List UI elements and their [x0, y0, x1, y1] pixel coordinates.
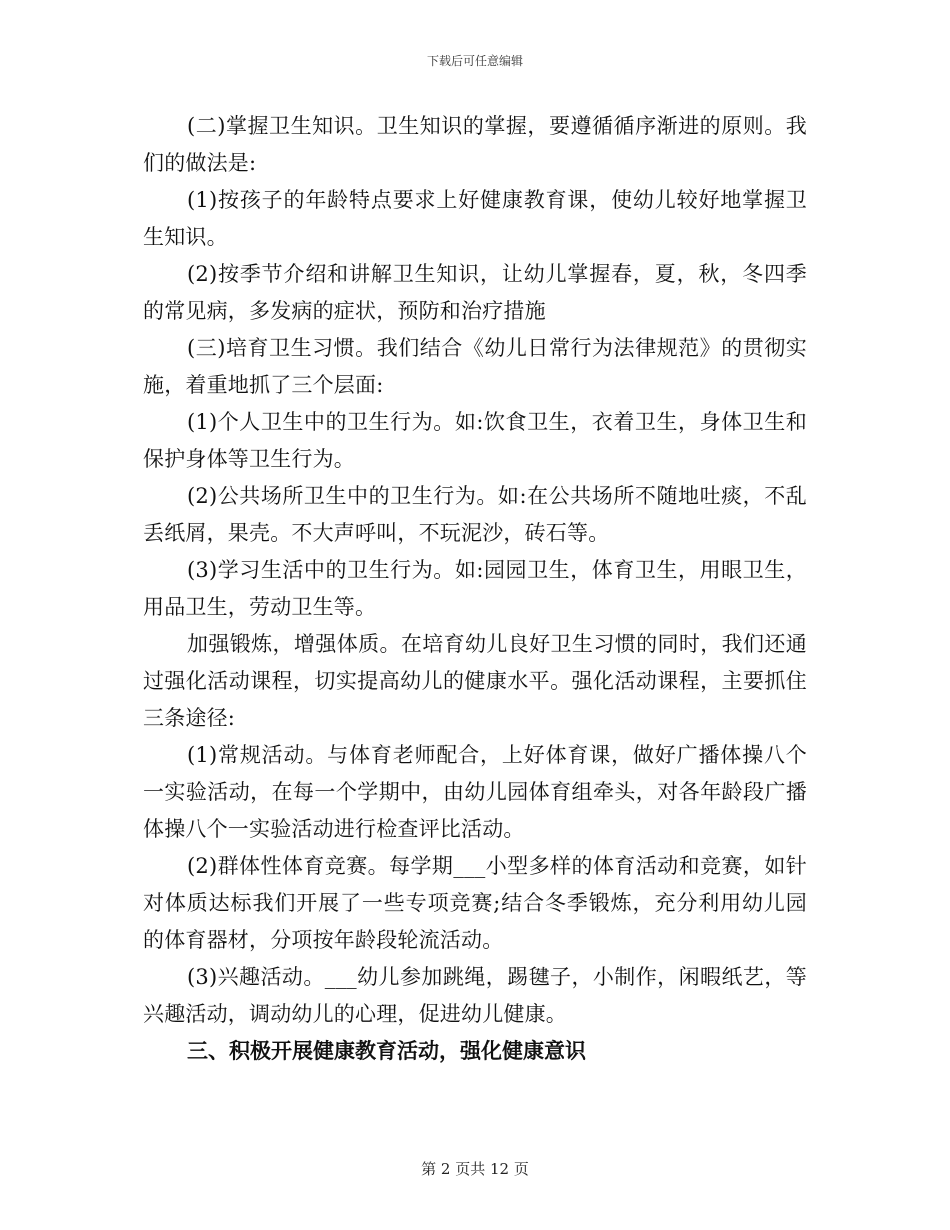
paragraph-routine-activities: (1)常规活动。与体育老师配合，上好体育课，做好广播体操八个一实验活动，在每一个学期中，由幼儿园体育组牵头，对各年龄段广播体操八个一实验活动进行检查评比活动。: [143, 743, 807, 841]
paragraph-personal-hygiene: (1)个人卫生中的卫生行为。如:饮食卫生，衣着卫生，身体卫生和保护身体等卫生行为。: [143, 410, 807, 471]
document-body: [143, 108, 807, 1070]
page-number: 第 2 页共 12 页: [421, 1160, 529, 1178]
paragraph-interest-activities: (3)兴趣活动。___幼儿参加跳绳，踢毽子，小制作，闲暇纸艺，等兴趣活动，调动幼儿的心理，促进幼儿健康。: [143, 965, 807, 1026]
page-header-note: 下载后可任意编辑: [426, 54, 523, 68]
paragraph-exercise: 加强锻炼，增强体质。在培育幼儿良好卫生习惯的同时，我们还通过强化活动课程，切实提高幼儿的健康水平。强化活动课程，主要抓住三条途径:: [143, 632, 807, 730]
paragraph-sports-competition: (2)群体性体育竞赛。每学期___小型多样的体育活动和竞赛，如针对体质达标我们开展了一些专项竞赛;结合冬季锻炼，充分利用幼儿园的体育器材，分项按年龄段轮流活动。: [143, 854, 807, 952]
section-heading: 三、积极开展健康教育活动，强化健康意识: [187, 1039, 586, 1063]
paragraph-study-life-hygiene: (3)学习生活中的卫生行为。如:园园卫生，体育卫生，用眼卫生，用品卫生，劳动卫生等。: [143, 558, 807, 619]
paragraph-hygiene-knowledge: (二)掌握卫生知识。卫生知识的掌握，要遵循循序渐进的原则。我们的做法是:: [143, 114, 807, 175]
paragraph-seasonal-knowledge: (2)按季节介绍和讲解卫生知识，让幼儿掌握春，夏，秋，冬四季的常见病，多发病的症状，预防和治疗措施: [143, 262, 807, 323]
paragraph-hygiene-habits: (三)培育卫生习惯。我们结合《幼儿日常行为法律规范》的贯彻实施，着重地抓了三个层面:: [143, 336, 807, 397]
paragraph-public-hygiene: (2)公共场所卫生中的卫生行为。如:在公共场所不随地吐痰，不乱丢纸屑，果壳。不大声呼叫，不玩泥沙，砖石等。: [143, 484, 807, 545]
paragraph-health-class: (1)按孩子的年龄特点要求上好健康教育课，使幼儿较好地掌握卫生知识。: [143, 188, 807, 249]
